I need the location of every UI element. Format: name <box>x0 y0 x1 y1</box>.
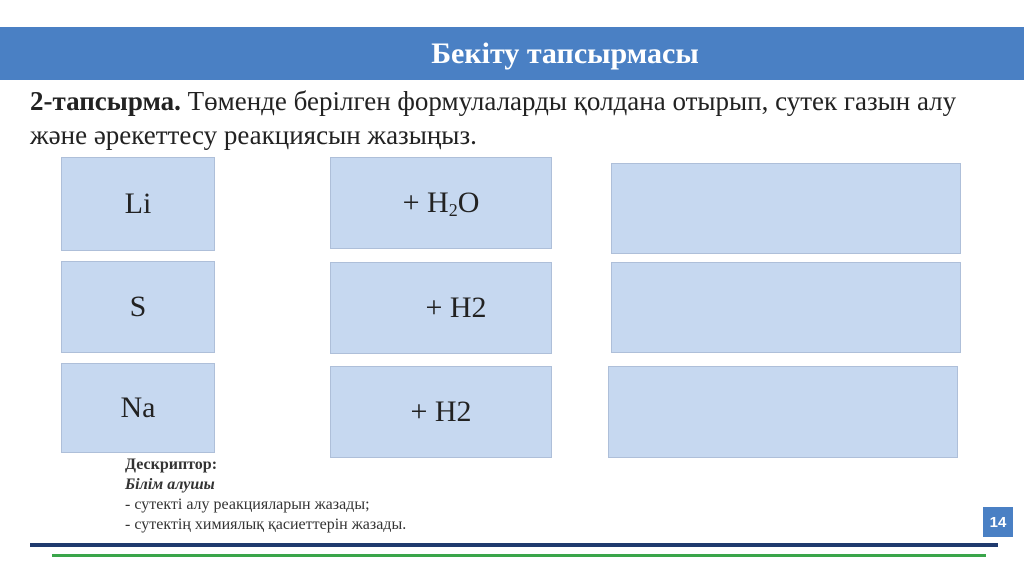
task-instruction: Төменде берілген формулаларды қолдана отырып, сутек газын алу және әрекеттесу реакциясын жазыңыз. <box>30 86 957 150</box>
answer-box-1[interactable] <box>611 163 961 254</box>
reagent-box-hydrogen-2 <box>330 366 552 458</box>
answer-box-2[interactable] <box>611 262 961 353</box>
header-bar <box>0 27 1024 80</box>
element-box-li <box>61 157 215 251</box>
descriptor-item: - сутекті алу реакцияларын жазады; <box>125 496 370 513</box>
reagent-box-hydrogen-1 <box>330 262 552 354</box>
element-box-na <box>61 363 215 453</box>
element-label: Li <box>124 187 152 220</box>
task-label: 2-тапсырма. <box>30 86 181 116</box>
descriptor-item: - сутектің химиялық қасиеттерін жазады. <box>125 516 407 533</box>
footer-divider-navy <box>30 543 998 547</box>
slide-title: Бекіту тапсырмасы <box>431 37 699 70</box>
descriptor <box>125 455 625 535</box>
element-label: Na <box>120 391 156 424</box>
reagent-box-water <box>330 157 552 249</box>
reagent-water: + $H_2O$ <box>402 185 480 220</box>
descriptor-title: Дескриптор: <box>125 456 218 473</box>
reagent-hydrogen: + H2 <box>425 291 487 324</box>
element-label: S <box>129 290 147 323</box>
element-box-s <box>61 261 215 353</box>
page-number: 14 <box>983 507 1013 537</box>
answer-box-3[interactable] <box>608 366 958 458</box>
reagent-hydrogen: + H2 <box>410 395 472 428</box>
footer-divider-green <box>52 554 986 557</box>
task-text <box>30 84 1010 152</box>
descriptor-subtitle: Білім алушы <box>125 476 215 493</box>
